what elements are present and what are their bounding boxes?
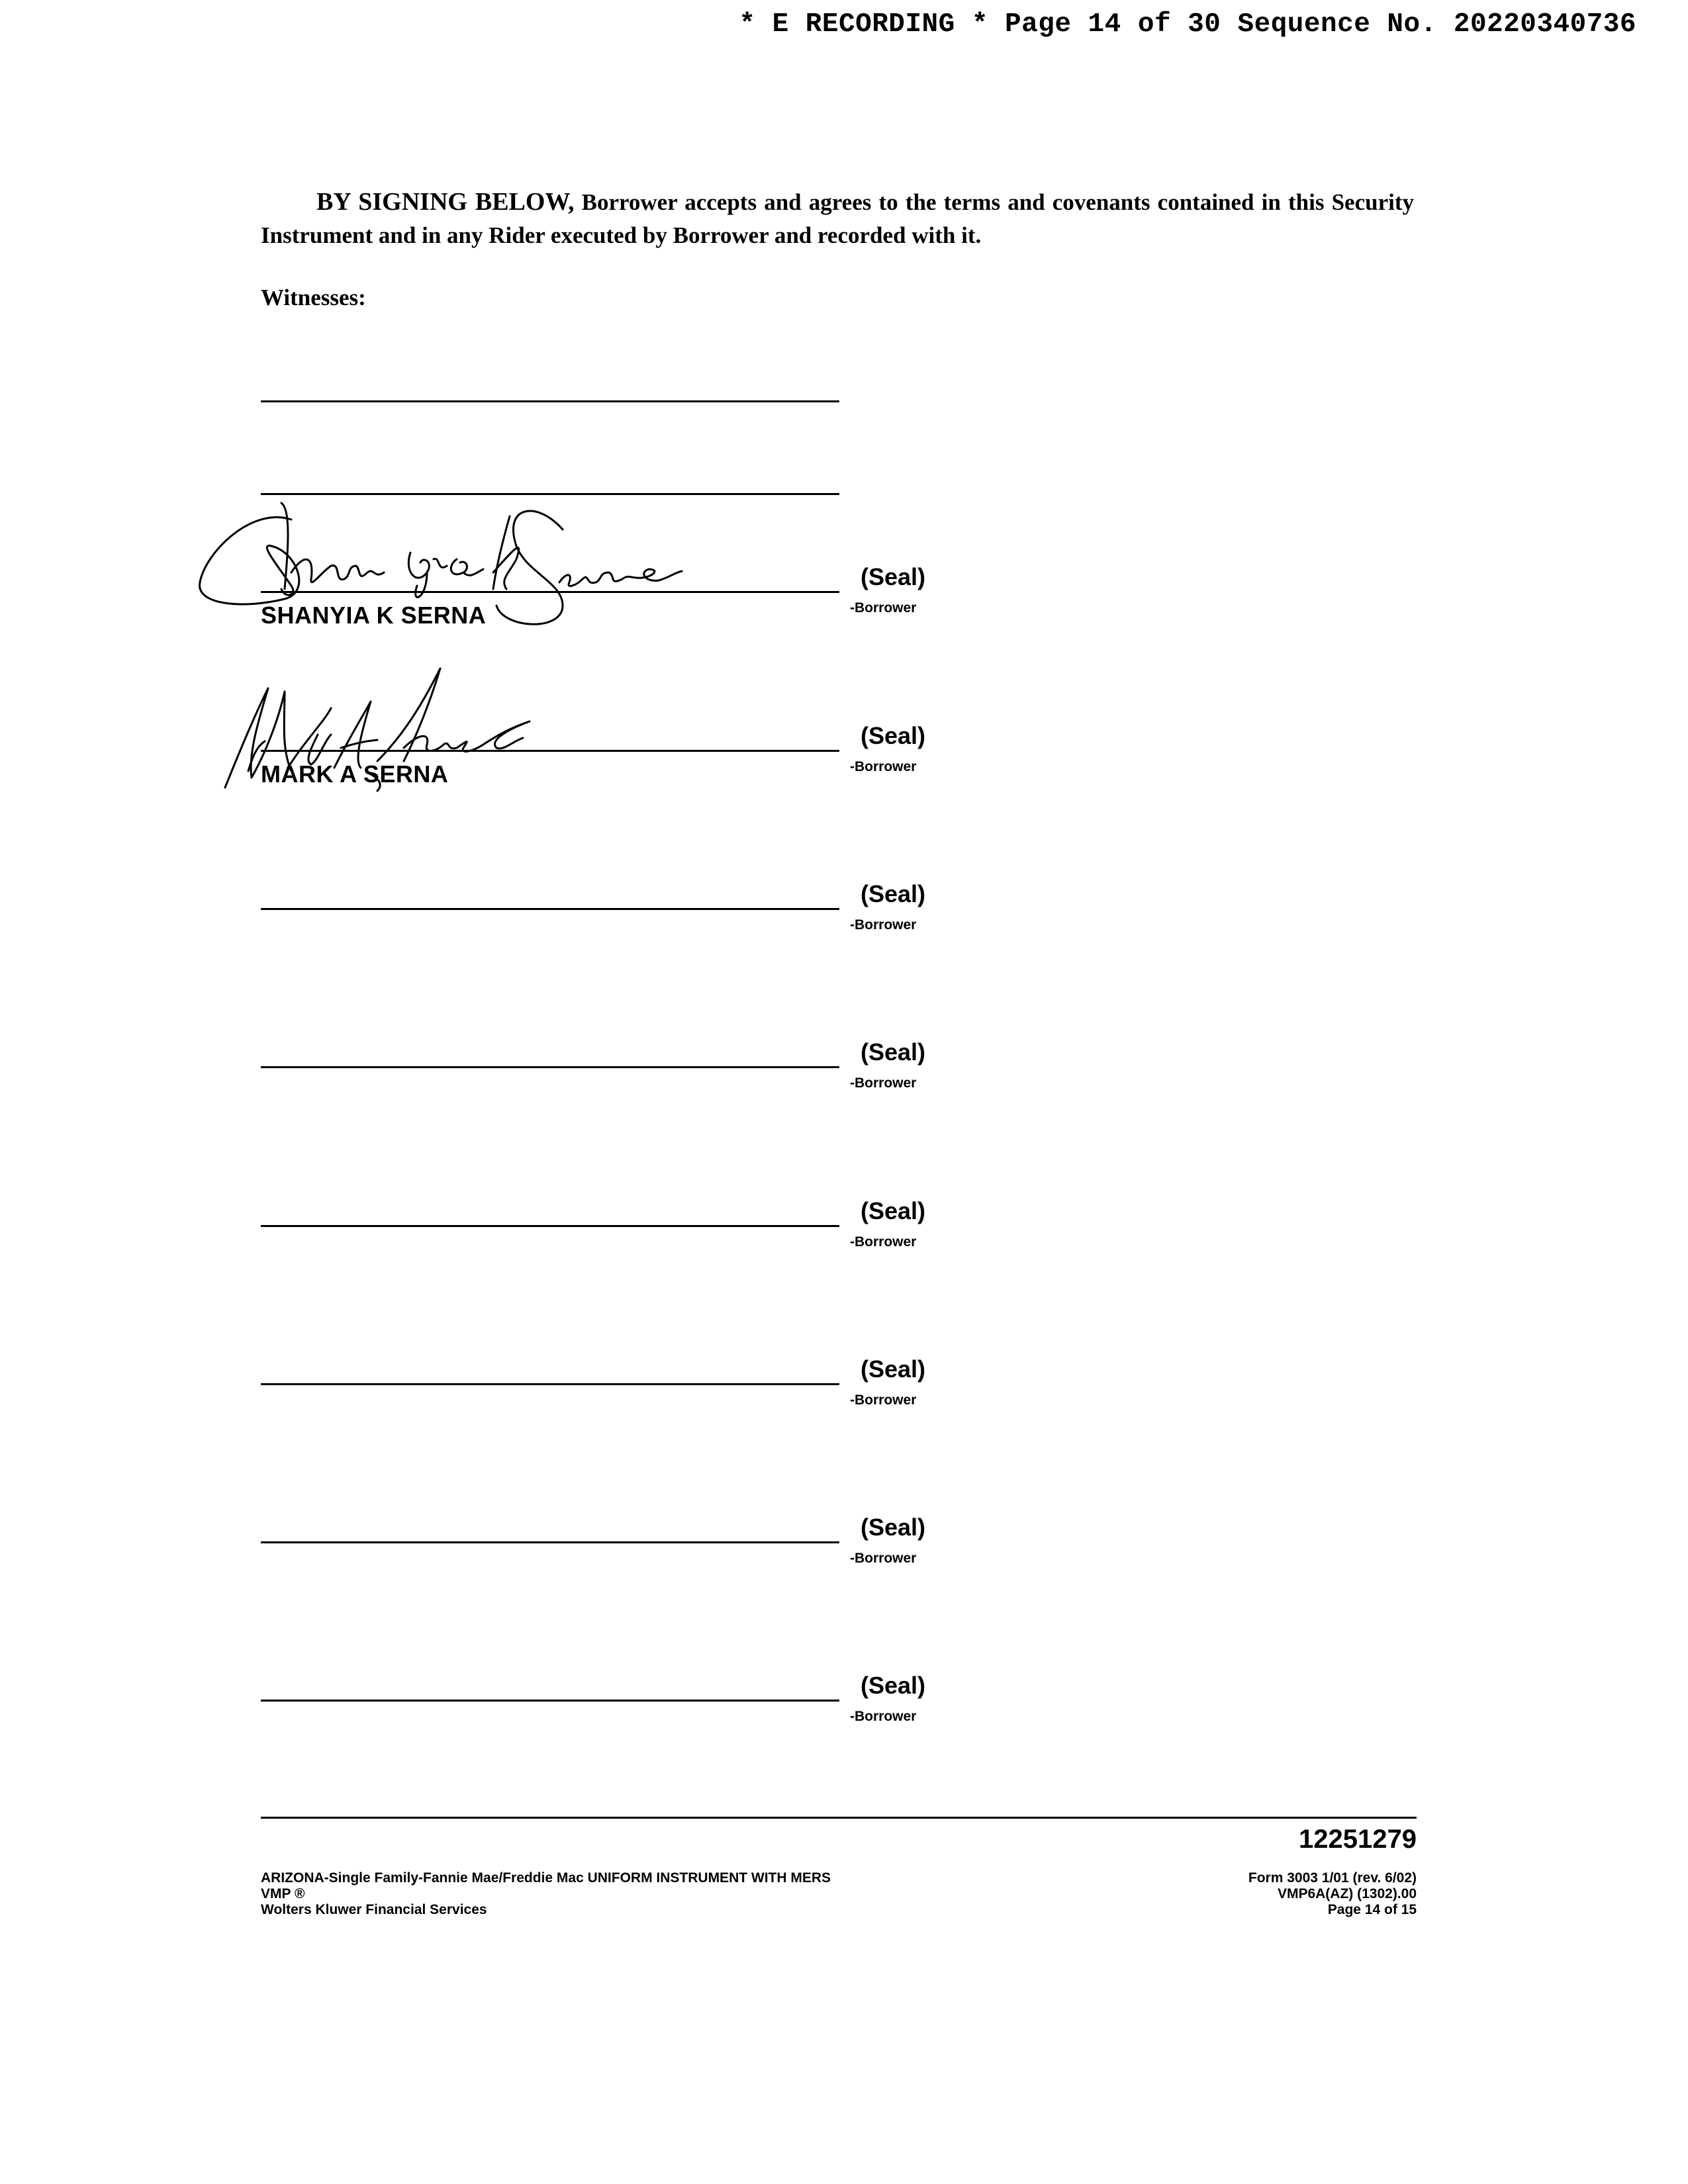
borrower-role-label: -Borrower [850,917,917,933]
borrower-role-label: -Borrower [850,759,917,774]
witness-signature-line-1 [261,400,839,402]
recording-header: * E RECORDING * Page 14 of 30 Sequence No. 20220340736 [739,9,1636,40]
seal-label: (Seal) [861,1038,926,1066]
signing-statement [261,185,1414,252]
form-identifiers [1248,1870,1417,1918]
footer-divider [261,1817,1417,1819]
form-description [261,1870,831,1918]
seal-label: (Seal) [861,563,926,590]
form-code: VMP6A(AZ) (1302).00 [1277,1886,1417,1901]
borrower-role-label: -Borrower [850,1709,917,1724]
borrower-signature-block-4 [261,1038,929,1146]
form-page-number: Page 14 of 15 [1327,1902,1417,1917]
borrower-role-label: -Borrower [850,600,917,615]
borrower-name: MARK A SERNA [261,760,449,788]
seal-label: (Seal) [861,1355,926,1383]
signature-line [261,1383,839,1385]
publisher-name: Wolters Kluwer Financial Services [261,1902,487,1917]
signing-statement-text: Borrower accepts and agrees to the terms and covenants contained in this Security Instrument and in any Rider executed by Borrower and recorded with it. [261,189,1414,248]
signature-line [261,908,839,910]
signing-statement-lead: BY SIGNING BELOW, [316,188,575,216]
seal-label: (Seal) [861,1197,926,1224]
witnesses-label: Witnesses: [261,285,366,310]
seal-label: (Seal) [861,880,926,907]
borrower-signature-block-8 [261,1672,929,1779]
borrower-name: SHANYIA K SERNA [261,602,487,629]
borrower-signature-block-6 [261,1355,929,1463]
seal-label: (Seal) [861,1514,926,1541]
seal-label: (Seal) [861,722,926,749]
seal-label: (Seal) [861,1672,926,1699]
loan-number: 12251279 [1299,1825,1417,1854]
signature-line [261,1541,839,1543]
handwritten-signature-shanyia [192,473,702,645]
borrower-signature-block-3 [261,880,929,987]
handwritten-signature-mark [218,662,602,801]
form-title: ARIZONA-Single Family-Fannie Mae/Freddie Mac UNIFORM INSTRUMENT WITH MERS [261,1870,831,1886]
signature-line [261,1700,839,1702]
signature-line [261,1225,839,1227]
borrower-signature-block-7 [261,1514,929,1621]
borrower-signature-block-5 [261,1197,929,1304]
signature-line [261,1066,839,1068]
borrower-role-label: -Borrower [850,1392,917,1408]
form-number: Form 3003 1/01 (rev. 6/02) [1248,1870,1417,1886]
borrower-role-label: -Borrower [850,1075,917,1091]
vmp-mark: VMP ® [261,1886,305,1901]
borrower-role-label: -Borrower [850,1234,917,1250]
borrower-role-label: -Borrower [850,1551,917,1566]
